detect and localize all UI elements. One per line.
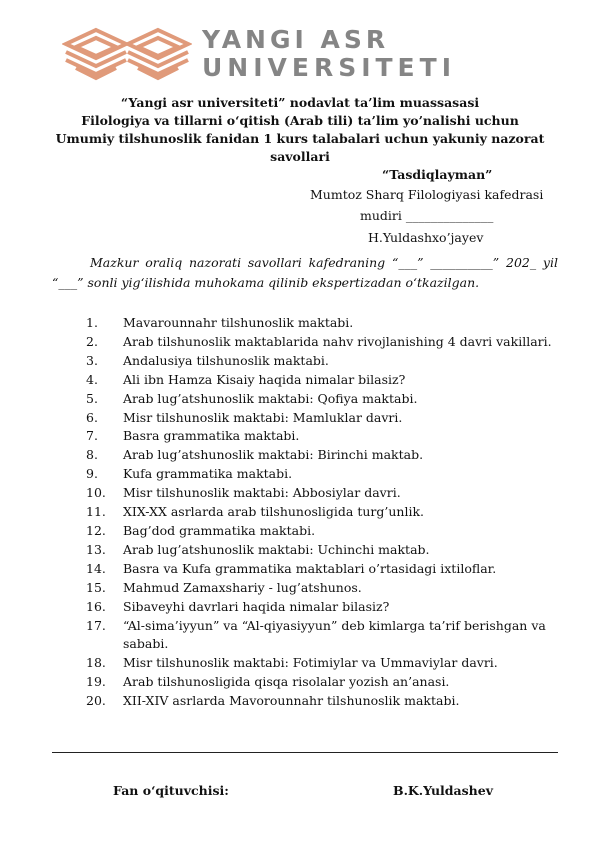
question-item bbox=[86, 352, 560, 371]
header-subject-end: savollari bbox=[270, 149, 330, 164]
question-item bbox=[86, 541, 560, 560]
approval-title: “Tasdiqlayman” bbox=[382, 167, 493, 182]
approval-department: Mumtoz Sharq Filologiyasi kafedrasi bbox=[310, 187, 544, 202]
approval-name: H.Yuldashxo’jayev bbox=[368, 230, 484, 245]
question-text: Andalusiya tilshunoslik maktabi. bbox=[123, 352, 329, 368]
question-number: 8. bbox=[86, 447, 98, 463]
logo-line-2: UNIVERSITETI bbox=[202, 53, 456, 82]
document-header bbox=[50, 94, 550, 166]
question-item bbox=[86, 579, 560, 598]
question-number: 11. bbox=[86, 504, 106, 520]
logo-mark-icon bbox=[62, 24, 192, 86]
logo-line-1: YANGI ASR bbox=[202, 25, 390, 54]
question-text: Mavarounnahr tilshunoslik maktabi. bbox=[123, 315, 354, 330]
question-number: 12. bbox=[86, 522, 106, 538]
university-logo bbox=[62, 22, 492, 88]
question-item bbox=[86, 333, 560, 352]
question-number: 14. bbox=[86, 560, 106, 576]
question-number: 17. bbox=[86, 617, 106, 633]
question-text: Arab tilshunosligida qisqa risolalar yozish an’anasi. bbox=[123, 674, 450, 690]
question-item bbox=[86, 390, 560, 409]
question-text: Arab tilshunoslik maktablarida nahv rivojlanishing 4 davri vakillari. bbox=[123, 333, 552, 349]
question-item bbox=[86, 598, 560, 617]
question-item bbox=[86, 484, 560, 503]
question-item bbox=[86, 503, 560, 522]
question-number: 7. bbox=[86, 428, 98, 444]
question-number: 5. bbox=[86, 390, 98, 406]
question-number: 15. bbox=[86, 579, 106, 595]
question-text: Ali ibn Hamza Kisaiy haqida nimalar bilasiz? bbox=[123, 371, 406, 387]
question-text: Misr tilshunoslik maktabi: Mamluklar davri. bbox=[123, 409, 403, 425]
question-item bbox=[86, 617, 560, 655]
question-text: Sibaveyhi davrlari haqida nimalar bilasiz? bbox=[123, 598, 390, 614]
intro-paragraph: Mazkur oraliq nazorati savollari kafedraning “___” __________” 202_ yil “___” sonli yig‘ilishida muhokama qilinib ekspertizadan o‘tkazilgan. bbox=[52, 255, 558, 290]
question-item bbox=[86, 465, 560, 484]
question-item bbox=[86, 446, 560, 465]
question-item bbox=[86, 560, 560, 579]
question-number: 6. bbox=[86, 409, 98, 425]
question-number: 9. bbox=[86, 466, 98, 482]
question-number: 3. bbox=[86, 352, 98, 368]
question-item bbox=[86, 692, 560, 711]
header-institution: “Yangi asr universiteti” nodavlat ta’lim muassasasi bbox=[120, 95, 480, 110]
questions-list bbox=[86, 314, 560, 711]
question-item bbox=[86, 673, 560, 692]
question-number: 4. bbox=[86, 371, 98, 387]
question-number: 13. bbox=[86, 541, 106, 557]
question-number: 2. bbox=[86, 333, 98, 349]
logo-wordmark bbox=[202, 26, 456, 82]
question-text: XIX-XX asrlarda arab tilshunosligida turg’unlik. bbox=[123, 504, 425, 520]
question-text: Arab lug’atshunoslik maktabi: Qofiya maktabi. bbox=[123, 390, 418, 406]
teacher-name: B.K.Yuldashev bbox=[393, 783, 493, 798]
question-text: Mahmud Zamaxshariy - lug’atshunos. bbox=[123, 579, 362, 595]
question-number: 10. bbox=[86, 485, 106, 501]
question-item bbox=[86, 409, 560, 428]
question-text: XII-XIV asrlarda Mavorounnahr tilshunoslik maktabi. bbox=[123, 693, 460, 709]
approval-head: mudiri ______________ bbox=[360, 208, 494, 223]
question-number: 1. bbox=[86, 315, 98, 330]
question-number: 20. bbox=[86, 693, 106, 709]
teacher-label: Fan o‘qituvchisi: bbox=[113, 783, 229, 798]
question-item bbox=[86, 427, 560, 446]
question-text: Misr tilshunoslik maktabi: Abbosiylar davri. bbox=[123, 485, 401, 501]
question-text: Kufa grammatika maktabi. bbox=[123, 466, 293, 482]
divider-line bbox=[52, 752, 558, 753]
question-number: 16. bbox=[86, 598, 106, 614]
question-item bbox=[86, 371, 560, 390]
question-text: Misr tilshunoslik maktabi: Fotimiylar va Ummaviylar davri. bbox=[123, 655, 498, 671]
question-text: Arab lug’atshunoslik maktabi: Uchinchi maktab. bbox=[123, 541, 430, 557]
question-text: Arab lug’atshunoslik maktabi: Birinchi maktab. bbox=[123, 447, 424, 463]
question-text: Bag’dod grammatika maktabi. bbox=[123, 522, 316, 538]
question-text: “Al-sima’iyyun” va “Al-qiyasiyyun” deb kimlarga ta’rif berishgan va sababi. bbox=[123, 617, 546, 652]
question-text: Basra grammatika maktabi. bbox=[123, 428, 300, 444]
header-direction: Filologiya va tillarni o‘qitish (Arab tili) ta’lim yo’nalishi uchun bbox=[81, 113, 519, 128]
question-number: 19. bbox=[86, 674, 106, 690]
question-item bbox=[86, 654, 560, 673]
question-item bbox=[86, 522, 560, 541]
question-text: Basra va Kufa grammatika maktablari o’rtasidagi ixtiloflar. bbox=[123, 560, 497, 576]
question-number: 18. bbox=[86, 655, 106, 671]
question-item bbox=[86, 314, 560, 333]
header-subject: Umumiy tilshunoslik fanidan 1 kurs talabalari uchun yakuniy nazorat bbox=[55, 131, 545, 146]
